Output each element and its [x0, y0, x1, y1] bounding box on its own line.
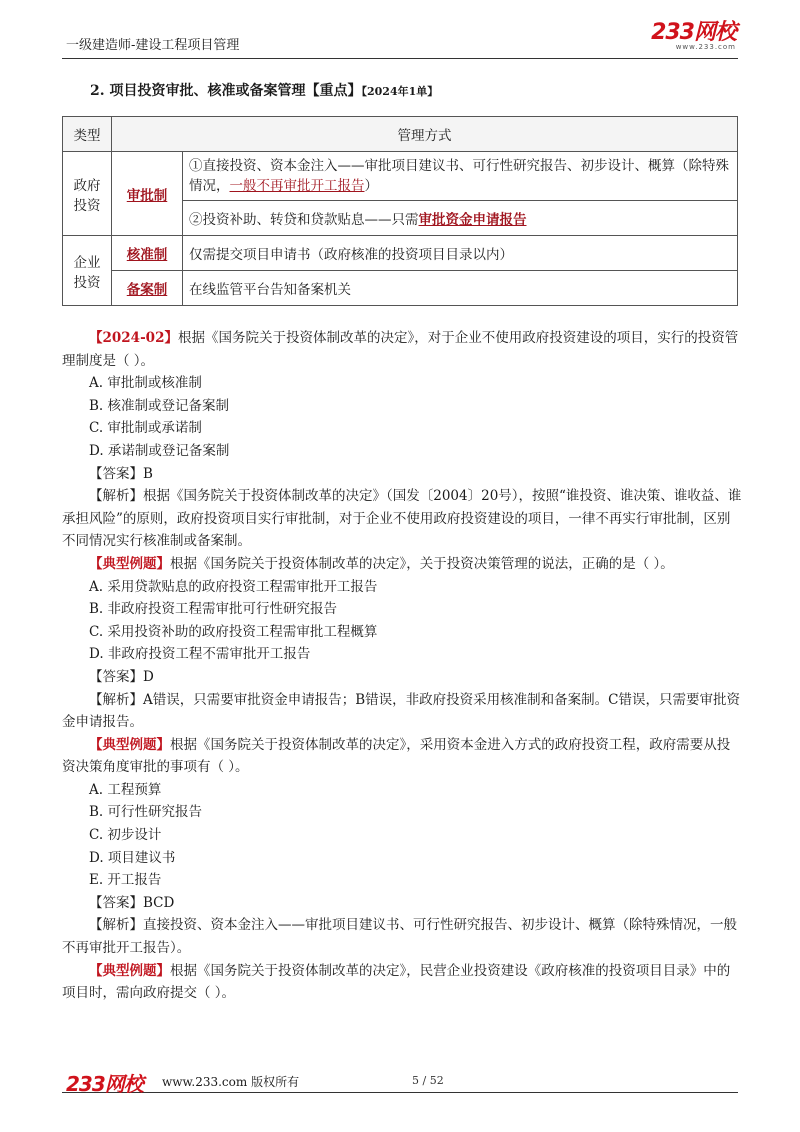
header-type: 类型 [63, 117, 112, 152]
ent-invest-label: 企业投资 [63, 236, 112, 306]
approval-system: 审批制 [112, 152, 183, 236]
table-row [63, 152, 738, 201]
gov-rule-2: ②投资补助、转贷和贷款贴息——只需审批资金申请报告 [183, 201, 738, 236]
exam-tag: 【2024年1单】 [361, 85, 439, 98]
q3-option-d: D. 项目建议书 [89, 849, 176, 866]
page-number: 5 / 52 [412, 1074, 444, 1087]
q3-option-c: C. 初步设计 [89, 827, 162, 844]
no-start-report: 一般不再审批开工报告 [229, 178, 365, 194]
management-table [62, 116, 738, 306]
section-heading [90, 80, 438, 100]
doc-title: 一级建造师-建设工程项目管理 [66, 38, 240, 53]
logo-url: www.233.com [675, 43, 736, 51]
page-footer [62, 1068, 738, 1096]
question-content [62, 327, 742, 1005]
q3-stem: 【典型例题】根据《国务院关于投资体制改革的决定》，采用资本金进入方式的政府投资工程，政府需要从投资决策角度审批的事项有（ ）。 [62, 736, 731, 776]
q2-stem: 【典型例题】根据《国务院关于投资体制改革的决定》，关于投资决策管理的说法，正确的是（ ）。 [89, 555, 674, 572]
q1-option-c: C. 审批制或承诺制 [89, 420, 202, 437]
q3-option-e: E. 开工报告 [89, 872, 162, 889]
q1-stem: 【2024-02】根据《国务院关于投资体制改革的决定》，对于企业不使用政府投资建设的项目，实行的投资管理制度是（ ）。 [62, 330, 739, 369]
q2-answer: 【答案】D [89, 668, 154, 685]
q2-option-b: B. 非政府投资工程需审批可行性研究报告 [89, 601, 338, 618]
brand-logo [651, 22, 736, 51]
q3-analysis: 【解析】直接投资、资本金注入——审批项目建议书、可行性研究报告、初步设计、概算（除特殊情况，一般不再审批开工报告）。 [62, 917, 737, 957]
q3-option-a: A. 工程预算 [89, 781, 162, 798]
fund-application-report: 审批资金申请报告 [418, 212, 527, 228]
q1-option-b: B. 核准制或登记备案制 [89, 397, 230, 414]
ent-rule-1: 仅需提交项目申请书（政府核准的投资项目目录以内） [183, 236, 738, 271]
gov-rule-1: ①直接投资、资本金注入——审批项目建议书、可行性研究报告、初步设计、概算（除特殊情况，一般不再审批开工报告） [183, 152, 738, 201]
q1-option-a: A. 审批制或核准制 [89, 375, 202, 392]
footer-logo: 233网校 [66, 1072, 143, 1096]
q1-answer: 【答案】B [89, 465, 153, 482]
section-title: 2. 项目投资审批、核准或备案管理【重点】 [90, 83, 362, 99]
q1-option-d: D. 承诺制或登记备案制 [89, 442, 230, 459]
page-header [62, 20, 738, 59]
q2-option-d: D. 非政府投资工程不需审批开工报告 [89, 646, 311, 663]
gov-invest-label: 政府投资 [63, 152, 112, 236]
table-row [63, 271, 738, 306]
copyright: www.233.com 版权所有 [162, 1075, 300, 1089]
table-header-row [63, 117, 738, 152]
q2-option-c: C. 采用投资补助的政府投资工程需审批工程概算 [89, 623, 378, 640]
q3-option-b: B. 可行性研究报告 [89, 804, 203, 821]
q4-stem: 【典型例题】根据《国务院关于投资体制改革的决定》，民营企业投资建设《政府核准的投资项目目录》中的项目时，需向政府提交（ ）。 [62, 962, 731, 1002]
ent-rule-2: 在线监管平台告知备案机关 [183, 271, 738, 306]
logo-mark: 233网校 [651, 20, 736, 45]
q2-analysis: 【解析】A错误，只需要审批资金申请报告；B错误，非政府投资采用核准制和备案制。C错误，只需要审批资金申请报告。 [62, 691, 740, 731]
filing-system: 备案制 [112, 271, 183, 306]
header-mgmt: 管理方式 [112, 117, 738, 152]
table-row [63, 236, 738, 271]
q1-analysis: 【解析】根据《国务院关于投资体制改革的决定》（国发〔2004〕20号），按照“谁投资、谁决策、谁收益、谁承担风险”的原则，政府投资项目实行审批制，对于企业不使用政府投资建设的项目，一律不再实行审批制，区别不同情况实行核准制或备案制。 [62, 488, 742, 550]
q2-option-a: A. 采用贷款贴息的政府投资工程需审批开工报告 [89, 578, 378, 595]
q3-answer: 【答案】BCD [89, 894, 175, 911]
verification-system: 核准制 [112, 236, 183, 271]
